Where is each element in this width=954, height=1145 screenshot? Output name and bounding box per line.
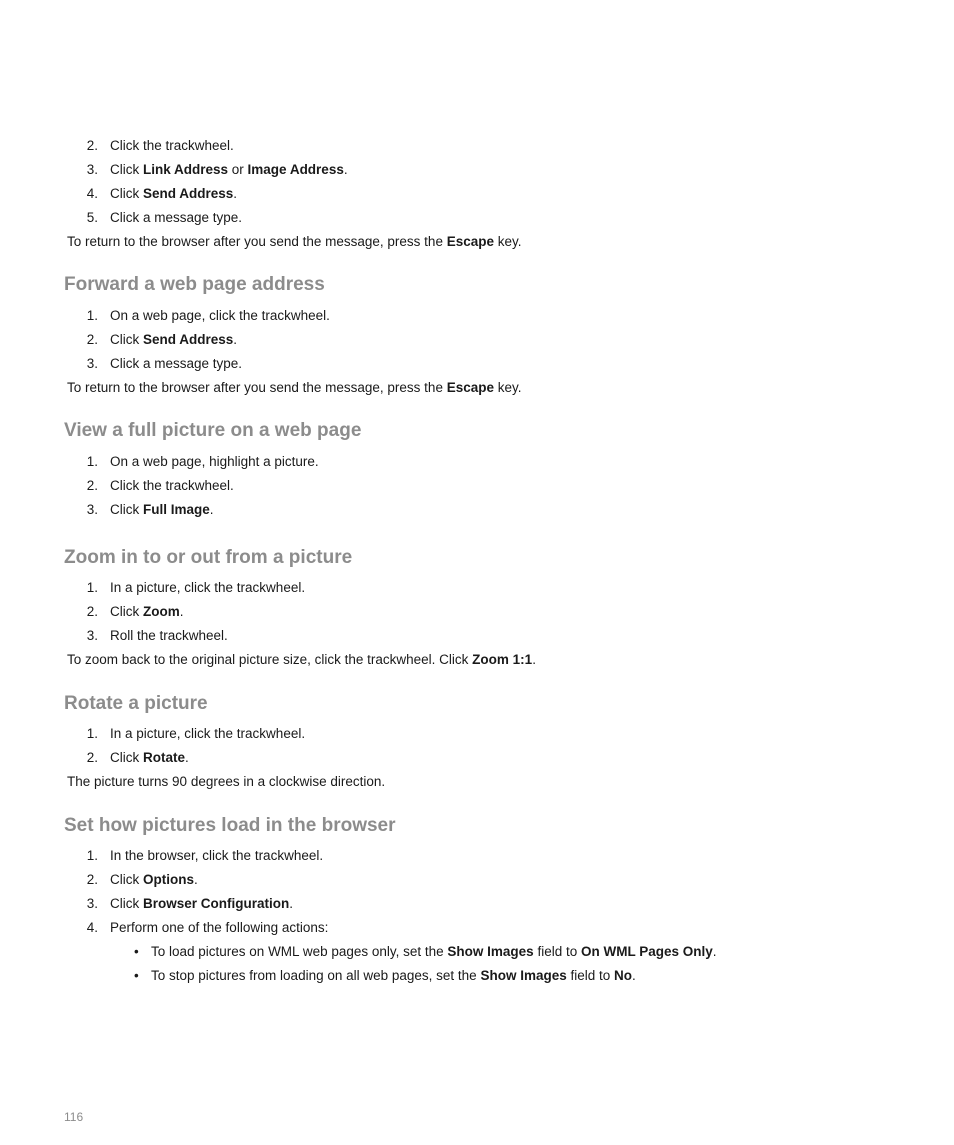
text-run: Click the trackwheel. bbox=[110, 138, 234, 153]
text-run: . bbox=[233, 332, 238, 347]
list-text bbox=[110, 331, 237, 349]
text-run: In a picture, click the trackwheel. bbox=[110, 580, 306, 595]
list-number: 2. bbox=[86, 138, 98, 153]
text-run: . bbox=[233, 186, 238, 201]
text-run: . bbox=[194, 872, 198, 887]
bullet-text bbox=[151, 967, 636, 985]
bold-term: On WML Pages Only bbox=[580, 944, 713, 959]
bold-term: Link Address bbox=[143, 162, 229, 177]
text-run: In the browser, click the trackwheel. bbox=[110, 848, 324, 863]
list-number: 5. bbox=[86, 210, 98, 225]
bold-term: No bbox=[614, 968, 633, 983]
section-heading: Forward a web page address bbox=[64, 274, 325, 295]
list-text bbox=[110, 847, 323, 865]
note-text bbox=[67, 773, 385, 791]
list-text bbox=[110, 919, 328, 937]
bold-term: Show Images bbox=[480, 968, 567, 983]
list-text bbox=[110, 453, 319, 471]
text-run: To return to the browser after you send the message, press the bbox=[67, 234, 447, 249]
text-run: key. bbox=[494, 234, 522, 249]
list-number: 2. bbox=[86, 872, 98, 887]
text-run: To stop pictures from loading on all web pages, set the bbox=[151, 968, 481, 983]
text-run: . bbox=[712, 944, 717, 959]
text-run: Click bbox=[110, 332, 143, 347]
section-heading: Rotate a picture bbox=[64, 693, 208, 714]
list-text bbox=[110, 579, 305, 597]
bold-term: Full Image bbox=[143, 502, 210, 517]
list-text bbox=[110, 355, 242, 373]
bullet-text bbox=[151, 943, 717, 961]
text-run: Roll the trackwheel. bbox=[110, 628, 228, 643]
bullet-icon: • bbox=[134, 944, 139, 959]
bold-term: Escape bbox=[446, 234, 494, 249]
bold-term: Zoom 1:1 bbox=[472, 652, 533, 667]
list-number: 1. bbox=[86, 726, 98, 741]
list-number: 3. bbox=[86, 356, 98, 371]
section-heading: Set how pictures load in the browser bbox=[64, 815, 396, 836]
text-run: . bbox=[179, 604, 184, 619]
list-number: 2. bbox=[86, 604, 98, 619]
text-run: Click bbox=[110, 872, 143, 887]
text-run: To zoom back to the original picture size, click the trackwheel. Click bbox=[67, 652, 473, 667]
text-run: On a web page, click the trackwheel. bbox=[110, 308, 330, 323]
text-run: To load pictures on WML web pages only, set the bbox=[151, 944, 448, 959]
text-run: To return to the browser after you send the message, press the bbox=[67, 380, 447, 395]
page-number: 116 bbox=[64, 1110, 84, 1124]
text-run: . bbox=[185, 750, 189, 765]
list-text bbox=[110, 501, 214, 519]
text-run: Click a message type. bbox=[110, 356, 243, 371]
list-number: 2. bbox=[86, 332, 98, 347]
text-run: field to bbox=[566, 968, 615, 983]
text-run: Perform one of the following actions: bbox=[110, 920, 329, 935]
bold-term: Image Address bbox=[247, 162, 344, 177]
list-text bbox=[110, 749, 189, 767]
bold-term: Rotate bbox=[143, 750, 186, 765]
list-number: 2. bbox=[86, 478, 98, 493]
list-number: 1. bbox=[86, 308, 98, 323]
list-number: 1. bbox=[86, 454, 98, 469]
list-number: 3. bbox=[86, 896, 98, 911]
list-text bbox=[110, 725, 305, 743]
text-run: Click bbox=[110, 502, 143, 517]
bold-term: Browser Configuration bbox=[143, 896, 290, 911]
bold-term: Send Address bbox=[143, 186, 234, 201]
note-text bbox=[67, 379, 522, 397]
list-text bbox=[110, 161, 348, 179]
list-number: 4. bbox=[86, 920, 98, 935]
list-number: 3. bbox=[86, 502, 98, 517]
bold-term: Zoom bbox=[143, 604, 180, 619]
note-text bbox=[67, 233, 522, 251]
list-text bbox=[110, 895, 293, 913]
list-number: 3. bbox=[86, 162, 98, 177]
list-number: 1. bbox=[86, 848, 98, 863]
list-text bbox=[110, 185, 237, 203]
text-run: On a web page, highlight a picture. bbox=[110, 454, 319, 469]
list-text bbox=[110, 307, 330, 325]
section-heading: Zoom in to or out from a picture bbox=[64, 547, 353, 568]
text-run: Click a message type. bbox=[110, 210, 243, 225]
text-run: key. bbox=[494, 380, 522, 395]
text-run: field to bbox=[533, 944, 581, 959]
text-run: Click bbox=[110, 162, 143, 177]
note-text bbox=[67, 651, 536, 669]
bold-term: Options bbox=[143, 872, 194, 887]
text-run: . bbox=[209, 502, 214, 517]
text-run: Click bbox=[110, 896, 143, 911]
list-text bbox=[110, 209, 242, 227]
list-number: 2. bbox=[86, 750, 98, 765]
bold-term: Show Images bbox=[447, 944, 534, 959]
list-text bbox=[110, 477, 234, 495]
text-run: In a picture, click the trackwheel. bbox=[110, 726, 306, 741]
list-text bbox=[110, 137, 234, 155]
bold-term: Send Address bbox=[143, 332, 234, 347]
text-run: Click bbox=[110, 186, 143, 201]
bullet-icon: • bbox=[134, 968, 139, 983]
bold-term: Escape bbox=[446, 380, 494, 395]
text-run: Click bbox=[110, 604, 143, 619]
list-text bbox=[110, 871, 198, 889]
text-run: Click the trackwheel. bbox=[110, 478, 234, 493]
text-run: . bbox=[532, 652, 536, 667]
text-run: . bbox=[289, 896, 294, 911]
list-text bbox=[110, 603, 184, 621]
list-number: 1. bbox=[86, 580, 98, 595]
text-run: . bbox=[343, 162, 348, 177]
list-number: 4. bbox=[86, 186, 98, 201]
list-text bbox=[110, 627, 228, 645]
text-run: . bbox=[632, 968, 636, 983]
section-heading: View a full picture on a web page bbox=[64, 420, 362, 441]
text-run: Click bbox=[110, 750, 143, 765]
text-run: The picture turns 90 degrees in a clockwise direction. bbox=[67, 774, 386, 789]
list-number: 3. bbox=[86, 628, 98, 643]
text-run: or bbox=[228, 162, 248, 177]
